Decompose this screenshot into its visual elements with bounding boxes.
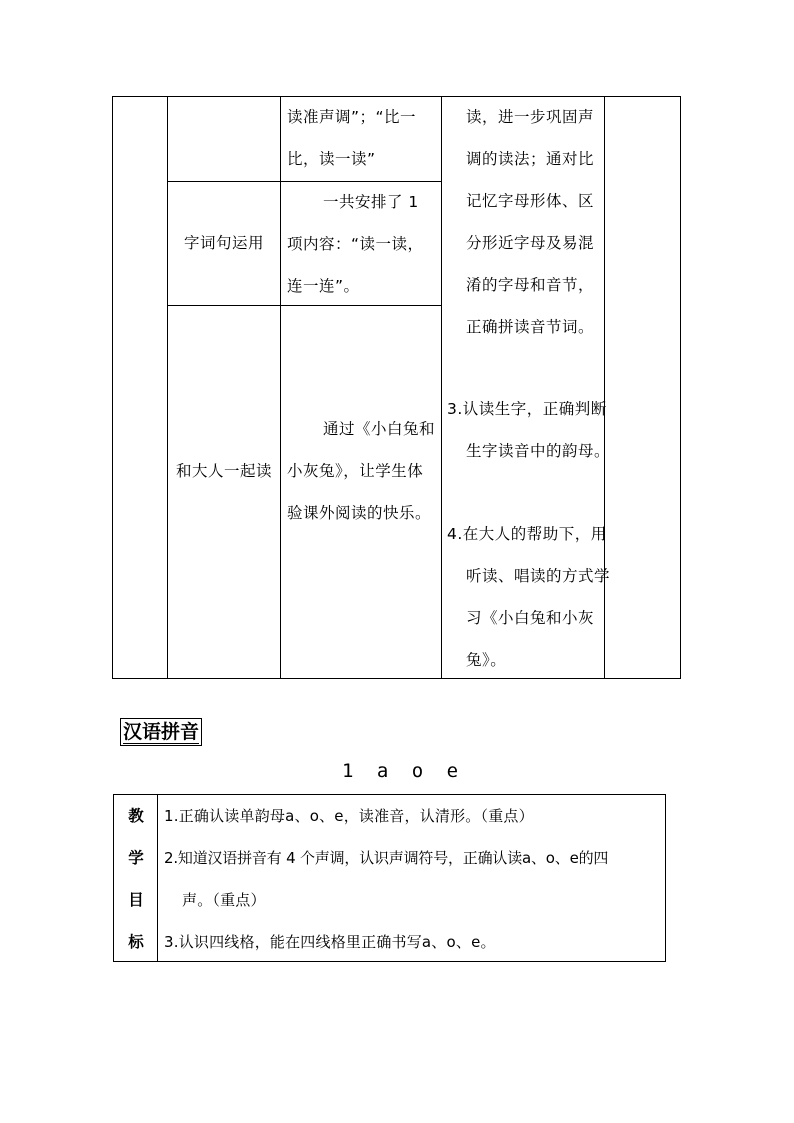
section-label [120, 718, 202, 746]
cell-row2-col2: 字词句运用 [183, 234, 264, 252]
cell-row1-col3: 读准声调”；“比一比，读一读” [287, 108, 417, 168]
cell-col4-text: 读，进一步巩固声调的读法；通对比记忆字母形体、区分形近字母及易混淆的字母和音节，正确拼读音节词。 [466, 108, 595, 336]
goals-label-3: 目 [128, 891, 144, 909]
section-label-text: 汉语拼音 [123, 721, 200, 743]
cell-row3-col2: 和大人一起读 [176, 462, 273, 480]
cell-row3-col3: 通过《小白兔和小灰兔》，让学生体验课外阅读的快乐。 [287, 420, 436, 522]
lesson-title: 1 a o e [341, 760, 465, 782]
cell-col4-item4: 4.在大人的帮助下，用听读、唱读的方式学习《小白兔和小灰兔》。 [447, 525, 611, 669]
goals-label-4: 标 [128, 933, 144, 951]
goal-item-2-line2: 声。（重点） [182, 891, 266, 909]
cell-col4-item3: 3.认读生字，正确判断生字读音中的韵母。 [447, 400, 611, 460]
goal-item-1: 1.正确认读单韵母a、o、e，读准音，认清形。（重点） [164, 807, 534, 825]
cell-row2-col3: 一共安排了 1 项内容：“读一读，连一连”。 [287, 193, 424, 295]
goal-item-3: 3.认识四线格，能在四线格里正确书写a、o、e。 [164, 933, 496, 951]
goal-item-2-line1: 2.知道汉语拼音有 4 个声调，认识声调符号，正确认读a、o、e的四 [164, 849, 609, 867]
goals-label-2: 学 [128, 849, 144, 867]
goals-label-1: 教 [128, 807, 144, 825]
